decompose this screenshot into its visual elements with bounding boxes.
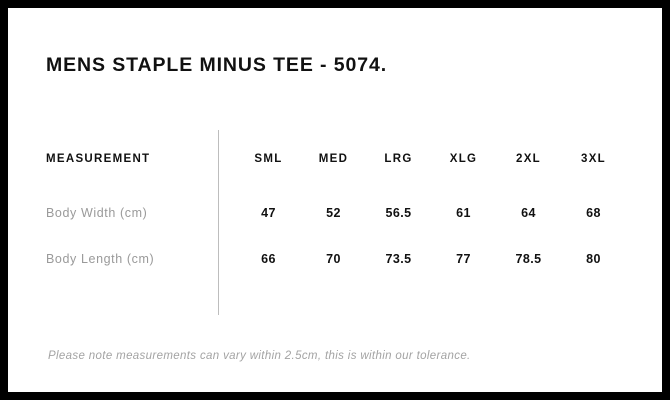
header-size-med: MED <box>318 153 349 165</box>
table-header-row <box>46 128 626 190</box>
cell-body-length-3xl: 80 <box>586 252 601 266</box>
header-size-lrg: LRG <box>384 153 413 165</box>
cell-body-width-3xl: 68 <box>586 206 601 220</box>
cell-body-width-2xl: 64 <box>521 206 536 220</box>
cell-body-width-xlg: 61 <box>456 206 471 220</box>
header-size-2xl: 2XL <box>516 153 541 165</box>
size-table-body <box>46 190 626 282</box>
cell-body-length-med: 70 <box>326 252 341 266</box>
size-table-wrapper <box>46 128 626 282</box>
page-title: MENS STAPLE MINUS TEE - 5074. <box>46 54 388 76</box>
cell-body-length-2xl: 78.5 <box>515 252 542 266</box>
table-row <box>46 236 626 282</box>
row-label-body-length: Body Length (cm) <box>46 252 155 266</box>
header-size-3xl: 3XL <box>581 153 606 165</box>
size-table-head <box>46 128 626 190</box>
header-size-xlg: XLG <box>449 153 478 165</box>
cell-body-length-sml: 66 <box>261 252 276 266</box>
row-label-body-width: Body Width (cm) <box>46 206 148 220</box>
cell-body-width-lrg: 56.5 <box>385 206 412 220</box>
size-chart-page <box>8 8 662 392</box>
cell-body-length-xlg: 77 <box>456 252 471 266</box>
size-table <box>46 128 626 282</box>
cell-body-width-sml: 47 <box>261 206 276 220</box>
cell-body-length-lrg: 73.5 <box>385 252 412 266</box>
tolerance-note: Please note measurements can vary within 2.5cm, this is within our tolerance. <box>48 350 471 362</box>
header-measurement: MEASUREMENT <box>46 153 151 165</box>
table-row <box>46 190 626 236</box>
cell-body-width-med: 52 <box>326 206 341 220</box>
header-size-sml: SML <box>254 153 283 165</box>
